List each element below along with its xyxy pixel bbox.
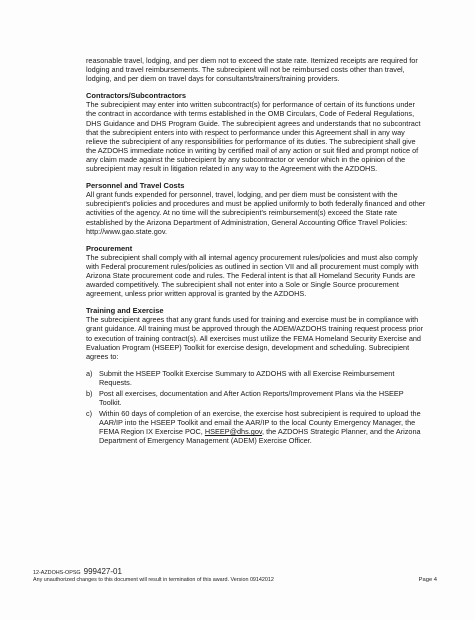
section-body-personnel: All grant funds expended for personnel, travel, lodging, and per diem must be consistent with the subrecipient's policies and procedures and must be applied uniformly to both federally financed and other activities of the agency. At no time will the subrecipient's reimbursement(s) exceed the State rate established by the Arizona Department of Administration, General Accounting Office Travel Policies: http://www.gao.state.gov. <box>86 190 426 236</box>
section-heading-training: Training and Exercise <box>86 306 164 316</box>
section-training <box>86 306 426 445</box>
section-body-training: The subrecipient agrees that any grant funds used for training and exercise must be in compliance with grant guidance. All training must be approved through the ADEM/AZDOHS training request process prior to execution of training contract(s). All exercises must utilize the FEMA Homeland Security Exercise and Evaluation Program (HSEEP) Toolkit for exercise design, development and scheduling. Subrecipient agrees to: <box>86 315 424 361</box>
footer-notice: Any unauthorized changes to this document will result in termination of this award. Version 09142012 <box>33 577 274 583</box>
form-prefix: 12-AZDOHS-OPSG <box>33 570 81 576</box>
list-item <box>86 389 426 407</box>
section-body-contractors: The subrecipient may enter into written subcontract(s) for performance of certain of its functions under the contract in accordance with terms established in the OMB Circulars, Code of Federal Regulations, DHS Guidance and DHS Program Guide. The subrecipient agrees and understands that no subcontract that the subrecipient enters into with respect to performance under this Agreement shall in any way relieve the subrecipient of any responsibilities for performance of its duties. The subrecipient shall give the AZDOHS immediate notice in writing by certified mail of any action or suit filed and prompt notice of any claim made against the subrecipient by any subcontractor or vendor which in the opinion of the subrecipient may result in litigation related in any way to the Agreement with the AZDOHS. <box>86 100 421 174</box>
section-contractors <box>86 91 426 173</box>
section-heading-contractors: Contractors/Subcontractors <box>86 91 187 101</box>
section-procurement <box>86 244 426 299</box>
training-requirements-list <box>86 369 426 446</box>
section-body-procurement: The subrecipient shall comply with all internal agency procurement rules/policies and must also comply with Federal procurement rules/policies as outlined in section VII and all procurement must comply with Arizona State procurement code and rules. The Federal intent is that all Homeland Security Funds are awarded competitively. The subrecipient shall not enter into a Sole or Single Source procurement agreement, unless prior written approval is granted by the AZDOHS. <box>86 252 419 299</box>
page-footer <box>33 568 437 584</box>
list-item-text: Within 60 days of completion of an exercise, the exercise host subrecipient is required to upload the AAR/IP into the HSEEP Toolkit and email the AAR/IP to the local County Emergency Manager, the FEMA Region IX Exercise POC, <box>99 409 421 437</box>
list-item-text: Submit the HSEEP Toolkit Exercise Summary to AZDOHS with all Exercise Reimbursement Requests. <box>99 368 395 387</box>
form-number: 999427-01 <box>83 567 122 576</box>
list-item <box>86 409 426 445</box>
list-marker: b) <box>86 389 93 398</box>
section-heading-personnel: Personnel and Travel Costs <box>86 181 185 191</box>
list-item-text-continued: , the AZDOHS Strategic Planner, and the Arizona Department of Emergency Management (ADEM) Exercise Officer. <box>99 427 421 446</box>
list-marker: c) <box>86 409 93 419</box>
list-item <box>86 369 426 387</box>
page-content <box>86 56 426 448</box>
email-link[interactable]: HSEEP@dhs.gov <box>204 427 263 437</box>
intro-paragraph: reasonable travel, lodging, and per diem not to exceed the state rate. Itemized receipts are required for lodging and travel reimbursements. The subrecipient will not be reimbursed costs other than travel, lodging, and per diem on travel days for consultants/trainers/training providers. <box>86 56 418 84</box>
list-marker: a) <box>86 368 93 378</box>
list-item-text: Post all exercises, documentation and After Action Reports/Improvement Plans via the HSEEP Toolkit. <box>99 389 404 408</box>
page-number: Page 4 <box>418 577 437 583</box>
section-personnel <box>86 181 426 236</box>
footer-notice-row <box>33 577 437 584</box>
section-heading-procurement: Procurement <box>86 243 133 253</box>
form-identifier <box>33 568 437 577</box>
